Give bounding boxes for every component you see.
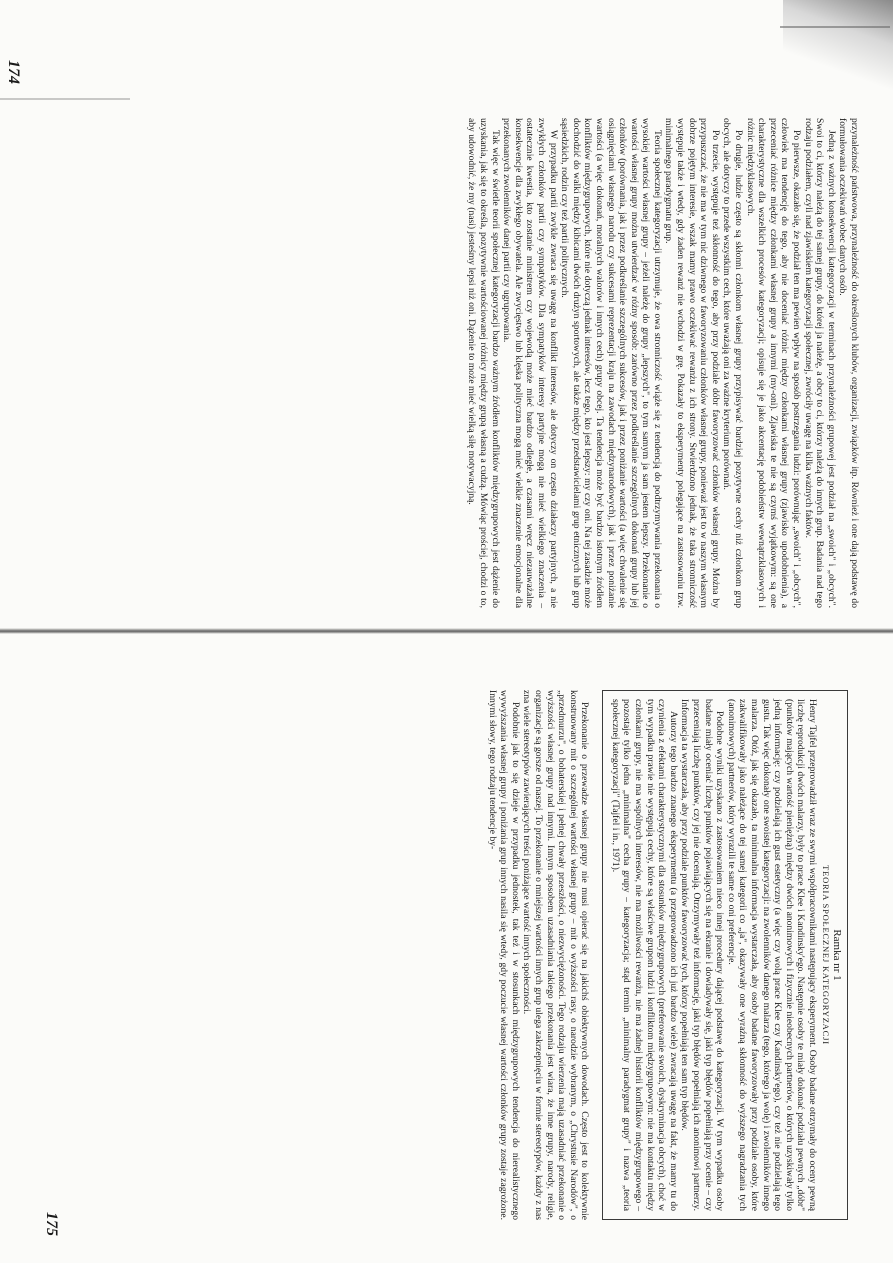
box-paragraph: Henry Tajfel przeprowadził wraz ze swymi współpracownikami następujący eksperyment. Osoby badane otrzymały do oceny pewną liczbę reprodukcji dwóch malarzy, były to prace Klee i Kandinsky'ego. Następnie osoby te miały dokonać podziału pewnych „dóbr" (punktów mających wartość pieniężną) między dwóch anonimowych i fizycznie nieobecnych partnerów, o których uzyskiwały tylko jedną informację: czy podzielają ich gust estetyczny (a więc czy wolą prace Klee czy Kandinsky'ego), czy też nie podzielają tego gustu. Tak więc dokonały one swoistej kategoryzacji: na zwolenników danego malarza (tego, którego ja wolę) i zwolenników innego malarza. Otóż, jak się okazało, ta minimalna informacja wystarczała, aby osoby badane faworyzowały przy podziale osoby, które zakwalifikowały jako należące do tej samej kategorii co „ja", okazywały one wyraźną skłonność do wyższego nagradzania tych (anonimowych) partnerów, który wyrazili te same co oni preferencje.	[725, 699, 818, 1211]
page-175	[486, 690, 848, 1220]
paragraph: W przypadku partii zwykle zwraca się uwagę na konflikt interesów, ale dotyczy on często działaczy partyjnych, a nie zwykłych członków partii czy sympatyków. Dla sympatyków interesy partyjne mogą nie mieć wielkiego znaczenia – ostatecznie kwestia, kto zostanie ministrem czy wojewodą może mieć bardzo odległe, a czasami wręcz niezauważalne konsekwencje dla zwykłego obywatela. Ale zwycięstwo lub klęska polityczna mogą mieć wielkie znaczenie emocjonalne dla przekonanych zwolenników danej partii czy ugrupowania.	[501, 118, 559, 608]
paragraph: Jedną z ważnych konsekwencji kategoryzacji w terminach przynależności grupowej jest podział na „swoich" i „obcych". Swoi to ci, którzy należą do tej samej grupy, do której ja należę, a obcy to ci, którzy należą do innych grup. Badania nad tego rodzaju podziałem, czyli nad zjawiskiem kategoryzacji społecznej, zwróciły uwagę na kilka ważnych faktów.	[802, 118, 837, 608]
sidebar-box	[602, 690, 848, 1220]
paragraph: Tak więc w świetle teorii społecznej kategoryzacji bardzo ważnym źródłem konfliktów międzygrupowych jest dążenie do uzyskania, jak się to określa, pozytywnie wartościowanej różnicy między grupą własną a cudzą. Mówiąc prościej, chodzi o to, aby udowodnić, że my (nasi) jesteśmy lepsi niż oni. Dążenie to może mieć wielką siłę motywacyjną.	[466, 118, 501, 608]
book-gutter	[0, 628, 893, 634]
scan-corner-shadow	[783, 0, 893, 90]
scan-edge-mark	[780, 26, 890, 28]
paragraph: przynależność państwowa, przynależność do określonych klubów, organizacji, związków itp. Również i one dają podstawę do formułowania oczekiwań wobec danych osób.	[837, 118, 860, 608]
page-174	[466, 118, 860, 608]
scan-edge-mark	[0, 98, 130, 100]
box-paragraph: Autorzy tego bardzo znanego eksperymentu (a przeprowadzono ich już bardzo wiele) zwracają uwagę na fakt, że mamy tu do czynienia z efektami charakterystycznymi dla stosunków międzygrupowych (preferowanie swoich, dyskryminacja obcych), choć w tym wypadku prawie nie występują cechy, które są właściwe grupom ludzi i konfliktom międzygrupowym: nie ma kontaktu między członkami grupy, nie ma wspólnych interesów, nie ma możliwości rewanżu, nie ma żadnej historii konfliktów międzygrupowego – pozostaje tylko jedna „minimalna" cecha grupy – kategoryzacja; stąd termin „minimalny paradygmat grupy" i nazwa „teoria społecznej kategoryzacji" (Tajfel i in., 1971).	[609, 699, 679, 1211]
paragraph: Teoria społecznej kategoryzacji utrzymuje, że owa stronniczość wiąże się z tendencją do podtrzymywania przekonania o wysokiej wartości własnej grupy – jeżeli należę do grupy „lepszych", to tym samym ja sam jestem lepszy. Przekonanie o wartości własnej grupy można utwierdzać w różny sposób: zarówno przez podkreślanie szczególnych dokonań grupy lub jej członków (porównania, jak i przez podkreślanie szczególnych sukcesów, jak i przez poniżanie wartości (a więc chwalenie się osiągnięciami własnego narodu czy sukcesami reprezentacji kraju na zawodach międzynarodowych), jak i przez poniżanie wartości (a więc dokonań, moralnych walorów i innych cech) grupy obcej. Ta tendencja może być bardzo istotnym źródłem konfliktów międzygrupowych, które nie dotyczą jednak interesów, lecz tego, kto jest lepszy: my czy oni. Na tej zasadzie może dochodzić do walki między kibicami dwóch drużyn sportowych, ale także między przedstawicielami grup etnicznych lub grup sąsiedzkich, rodzin czy też partii politycznych.	[559, 118, 663, 608]
box-subtitle: TEORIA SPOŁECZNEJ KATEGORYZACJI	[821, 865, 831, 1045]
box-paragraph: Podobne wyniki uzyskano z zastosowaniem nieco innej procedury dającej podstawę do kategoryzacji. W tym wypadku osoby badane miały oceniać liczbę punktów pojawiających się na ekranie i dowiadywały się, jaki typ błędów popełniają przy ocenie – czy przeceniają liczbę punktów, czy jej nie doceniają. Otrzymywały też informację, jaki typ błędów popełniają ich anonimowi partnerzy. Informacja ta wystarczała, aby przy podziale punktów faworyzować tych, którzy popełniają ten sam typ błędów.	[679, 699, 726, 1211]
box-title: Ramka nr 1	[831, 929, 843, 981]
paragraph: Po trzecie, występuje też skłonność do tego, aby przy podziale dóbr faworyzować członków własnej grupy. Można by przypuszczać, że nie ma w tym nic dziwnego w faworyzowaniu członków własnej grupy, ponieważ jest to w naszym własnym dobrze pojętym interesie, wszak mamy prawo oczekiwać rewanżu z ich strony. Stwierdzono jednak, że taka stronniczość występuje także i wtedy, gdy żaden rewanż nie wchodzi w grę. Pokazały to eksperymenty polegające na zastosowaniu tzw. minimalnego paradygmatu grup.	[663, 118, 721, 608]
paragraph: Podobnie jak to się dzieje w przypadku jednostek, tak też i w stosunkach międzygrupowych tendencja do nierealistycznego wywyższania własnej grupy i poniżania grup innych nasila się wtedy, gdy poczucie własnej wartości członków grupy zostaje zagrożone. Innymi słowy, tego rodzaju tendencje by-	[486, 690, 521, 1220]
paragraph: Po pierwsze, okazało się, że podział ten ma pewien wpływ na sposób postrzegania ludzi: porównując „swoich" i „obcych", człowiek ma tendencję do tego, aby nie doceniać różnic między członkami własnej grupy (zjawisko upodobnienia), a przeceniać różnice między członkami własnej grupy a innymi (my-oni). Zjawiska te nie są czymś wyjątkowym: są one charakterystyczne dla wszelkich procesów kategoryzacji; opisuje się je jako akcentację podobieństw wewnątrzklasowych i różnic międzyklasowych.	[744, 118, 803, 608]
page-number-left: 174	[5, 60, 22, 84]
page-number-right: 175	[43, 1212, 60, 1236]
paragraph: Po drugie, ludzie często są skłonni członkom własnej grupy przypisywać bardziej pozytywne cechy niż członkom grup obcych, ale dotyczy to przede wszystkim cech, które uważają oni za ważne kryterium porównań.	[721, 118, 745, 608]
paragraph: Przekonanie o przewadze własnej grupy nie musi opierać się na jakichś obiektywnych dowodach. Często jest to kolektywnie konstruowany mit o szczególnej wartości własnej grupy – mit o wyższości rasy, o narodzie wybranym, o „Chrystusie Narodów", o „przedmurzu", o bohaterskiej i pełnej chwały przeszłości, o niezwyciężoności. Tego rodzaju wierzenia mają uzasadniać przekonanie o wyższości własnej grupy nad innymi. Innym sposobem uzasadniania takiego przekonania jest wiara, że inne grupy, narody, religie, organizacje są gorsze od naszej. To przekonanie o mniejszej wartości innych grup ulega zakrzepnięciu w formie stereotypów, każdy z nas zna wiele stereotypów zawierających treści poniżające wartość innych społeczności.	[521, 690, 591, 1220]
